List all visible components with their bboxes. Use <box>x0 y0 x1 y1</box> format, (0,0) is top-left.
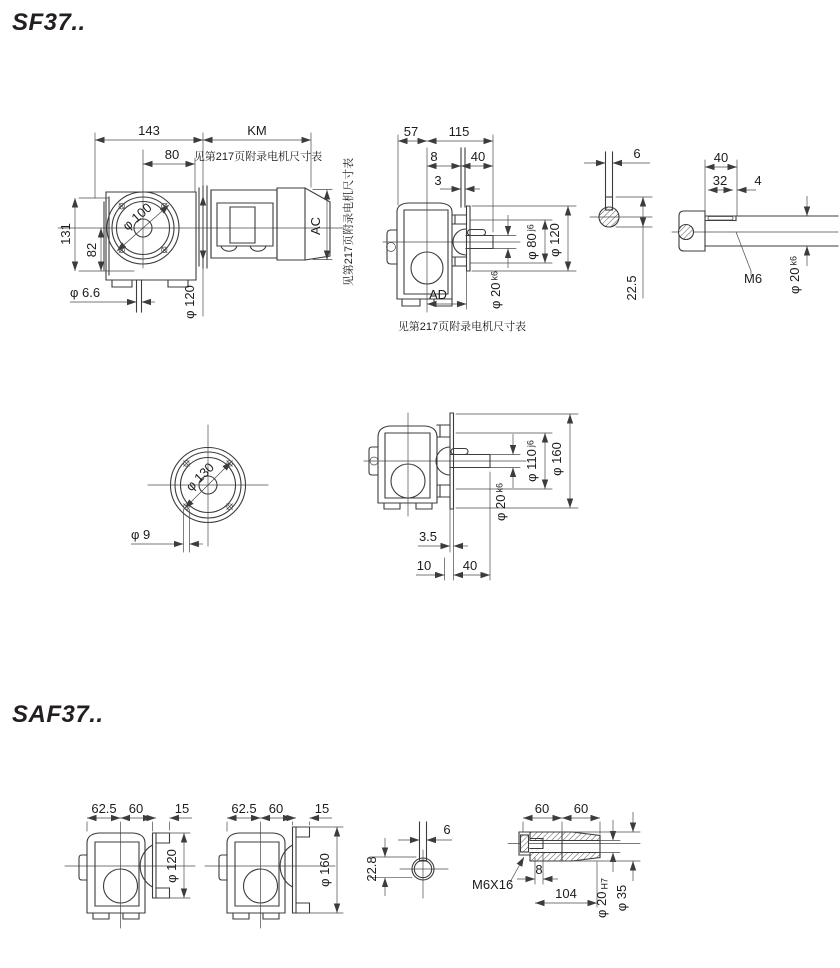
dim-40-output: 40 <box>462 558 478 573</box>
dim-phi130: φ 130 <box>182 459 218 495</box>
dim-phi20k6-key: φ 20k6 <box>787 255 802 295</box>
dim-115: 115 <box>448 124 470 139</box>
bolt-m6x16: M6X16 <box>472 877 514 892</box>
dim-40-key: 40 <box>713 150 729 165</box>
dim-32: 32 <box>712 173 728 188</box>
section-title-saf37: SAF37.. <box>12 701 104 728</box>
dim-15-a: 15 <box>174 801 190 816</box>
section-title-sf37: SF37.. <box>12 9 86 36</box>
saf37-flange160-view <box>205 801 343 928</box>
dim-80: 80 <box>164 147 180 162</box>
sf37-shaft-section <box>584 146 652 301</box>
dim-60-shaft-a: 60 <box>534 801 550 816</box>
dim-8-shaft: 8 <box>535 862 543 877</box>
dim-57: 57 <box>403 124 419 139</box>
dim-phi9: φ 9 <box>131 527 151 542</box>
sf37-flange-view <box>131 425 268 552</box>
dim-ac: AC <box>308 216 323 236</box>
dim-8: 8 <box>430 149 438 164</box>
dim-82: 82 <box>84 242 99 258</box>
dim-131: 131 <box>58 223 73 245</box>
dim-6-section: 6 <box>633 146 641 161</box>
dim-4: 4 <box>754 173 762 188</box>
note-motor-table-bottom: 见第217页附录电机尺寸表 <box>397 321 527 333</box>
dim-60-shaft-b: 60 <box>573 801 589 816</box>
dim-phi120-top: φ 120 <box>547 223 562 257</box>
dim-phi120-saf: φ 120 <box>164 849 179 883</box>
dim-62-5-a: 62.5 <box>91 801 117 816</box>
dim-phi100: φ 100 <box>119 199 155 234</box>
dim-phi80j6: φ 80j6 <box>524 224 539 260</box>
dim-10: 10 <box>416 558 432 573</box>
sf37-output-view <box>364 413 578 580</box>
dim-3-5: 3.5 <box>418 529 438 544</box>
saf37-hollow-shaft-section <box>364 822 452 898</box>
dim-62-5-b: 62.5 <box>231 801 257 816</box>
sf37-shaft-key-detail <box>672 150 838 294</box>
dim-6-saf: 6 <box>443 822 451 837</box>
note-motor-table-top: 见第217页附录电机尺寸表 <box>193 151 323 163</box>
dim-22-5: 22.5 <box>624 275 639 301</box>
sf37-front-view <box>58 123 355 319</box>
dim-22-8: 22.8 <box>364 856 379 882</box>
thread-m6: M6 <box>744 271 763 286</box>
dim-ad: AD <box>428 287 448 302</box>
dim-phi160-output: φ 160 <box>549 442 564 476</box>
dim-phi160-saf: φ 160 <box>317 853 332 887</box>
dim-143: 143 <box>138 123 160 138</box>
dim-phi20k6-top: φ 20k6 <box>488 270 503 310</box>
saf37-hollow-shaft-detail <box>472 801 640 918</box>
dim-phi66: φ 6.6 <box>70 285 101 300</box>
dim-60-b: 60 <box>268 801 284 816</box>
dim-phi110j6: φ 110j6 <box>524 440 539 482</box>
dim-3: 3 <box>434 173 442 188</box>
dim-phi35: φ 35 <box>614 884 629 912</box>
dim-60-a: 60 <box>128 801 144 816</box>
dim-km: KM <box>247 123 267 138</box>
dim-104: 104 <box>555 886 577 901</box>
dim-40: 40 <box>470 149 486 164</box>
dim-phi120-adapter: φ 120 <box>182 285 197 319</box>
note-motor-table-right: 见第217页附录电机尺寸表 <box>343 157 355 287</box>
dim-phi20k6-output: φ 20k6 <box>493 482 508 522</box>
sf37-top-view <box>383 124 576 333</box>
dim-phi20h7: φ 20H7 <box>594 877 610 919</box>
dim-15-b: 15 <box>314 801 330 816</box>
saf37-flange120-view <box>65 801 195 928</box>
